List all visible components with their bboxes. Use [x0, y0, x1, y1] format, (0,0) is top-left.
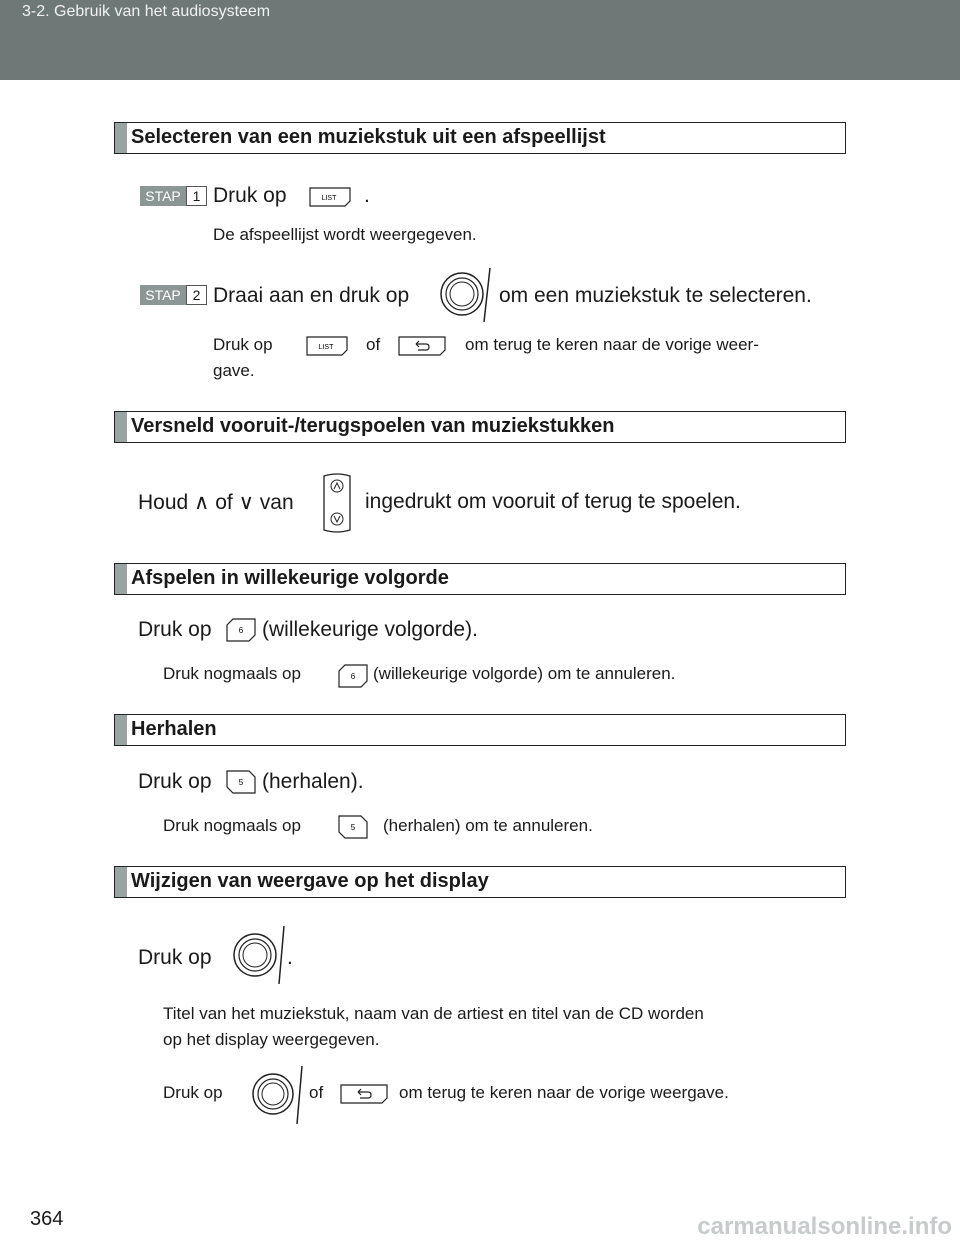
- step-label: STAP: [140, 285, 186, 305]
- section-title: Versneld vooruit-/terugspoelen van muziekstukken: [131, 415, 615, 437]
- step-label: STAP: [140, 186, 186, 206]
- seek-text-b: ingedrukt om vooruit of terug te spoelen.: [365, 490, 741, 513]
- page-number: 364: [30, 1208, 64, 1230]
- random-note-a: Druk nogmaals op: [163, 664, 301, 683]
- display-text-b: .: [287, 946, 293, 969]
- repeat-note-a: Druk nogmaals op: [163, 816, 301, 835]
- section-header-playlist: [114, 122, 846, 154]
- chapter-title: 3-2. Gebruik van het audiosysteem: [22, 3, 271, 20]
- section-title: Wijzigen van weergave op het display: [131, 870, 489, 892]
- preset-6-button-icon: [226, 618, 256, 642]
- section-header-seek: [114, 411, 846, 443]
- back-button-icon: [398, 336, 446, 356]
- random-note-b: (willekeurige volgorde) om te annuleren.: [373, 664, 676, 683]
- display-note2-b: om terug te keren naar de vorige weergave.: [399, 1083, 729, 1102]
- step2-text-a: Draai aan en druk op: [213, 284, 410, 307]
- step2-note-a: Druk op: [213, 335, 273, 354]
- step1-note: De afspeellijst wordt weergegeven.: [213, 225, 477, 244]
- display-note1-b: op het display weergegeven.: [163, 1030, 380, 1049]
- step2-text-b: om een muziekstuk te selecteren.: [499, 284, 812, 307]
- list-button-icon: [306, 336, 348, 356]
- preset-5-button-icon: [338, 815, 368, 839]
- section-title: Afspelen in willekeurige volgorde: [131, 567, 449, 589]
- back-button-icon: [340, 1084, 388, 1104]
- step-badge-2: [140, 285, 206, 305]
- list-button-icon: [309, 187, 351, 207]
- step-number: 2: [186, 285, 207, 305]
- display-note1-a: Titel van het muziekstuk, naam van de artiest en titel van de CD worden: [163, 1004, 704, 1023]
- tune-select-knob-icon: [251, 1066, 305, 1124]
- svg-text:5: 5: [238, 778, 244, 787]
- svg-text:6: 6: [350, 672, 356, 681]
- section-header-repeat: [114, 714, 846, 746]
- section-header-display: [114, 866, 846, 898]
- section-header-random: [114, 563, 846, 595]
- section-title: Herhalen: [131, 718, 217, 740]
- random-text-a: Druk op: [138, 618, 212, 641]
- preset-6-button-icon: [338, 664, 368, 688]
- step-badge-1: [140, 186, 206, 206]
- svg-text:5: 5: [350, 823, 356, 832]
- seek-text-a: Houd ∧ of ∨ van: [138, 491, 294, 514]
- step1-text-b: .: [364, 184, 370, 207]
- section-title: Selecteren van een muziekstuk uit een afspeellijst: [131, 126, 606, 148]
- display-note2-of: of: [309, 1083, 324, 1102]
- random-text-b: (willekeurige volgorde).: [262, 618, 478, 641]
- step1-text-a: Druk op: [213, 184, 287, 207]
- svg-text:6: 6: [238, 626, 244, 635]
- watermark-text: carmanualsonline.info: [697, 1213, 952, 1240]
- step2-note-b: om terug te keren naar de vorige weer-: [465, 335, 759, 354]
- svg-text:LIST: LIST: [318, 344, 334, 351]
- step-number: 1: [186, 186, 207, 206]
- preset-5-button-icon: [226, 770, 256, 794]
- tune-select-knob-icon: [231, 926, 287, 984]
- step2-note-of: of: [366, 335, 381, 354]
- repeat-text-a: Druk op: [138, 770, 212, 793]
- repeat-text-b: (herhalen).: [262, 770, 364, 793]
- repeat-note-b: (herhalen) om te annuleren.: [383, 816, 593, 835]
- step2-note-c: gave.: [213, 361, 255, 380]
- tune-select-knob-icon: [438, 268, 492, 322]
- svg-text:LIST: LIST: [321, 195, 337, 202]
- page-header: [0, 0, 960, 80]
- seek-rocker-button-icon: [318, 472, 356, 534]
- display-note2-a: Druk op: [163, 1083, 223, 1102]
- display-text-a: Druk op: [138, 946, 212, 969]
